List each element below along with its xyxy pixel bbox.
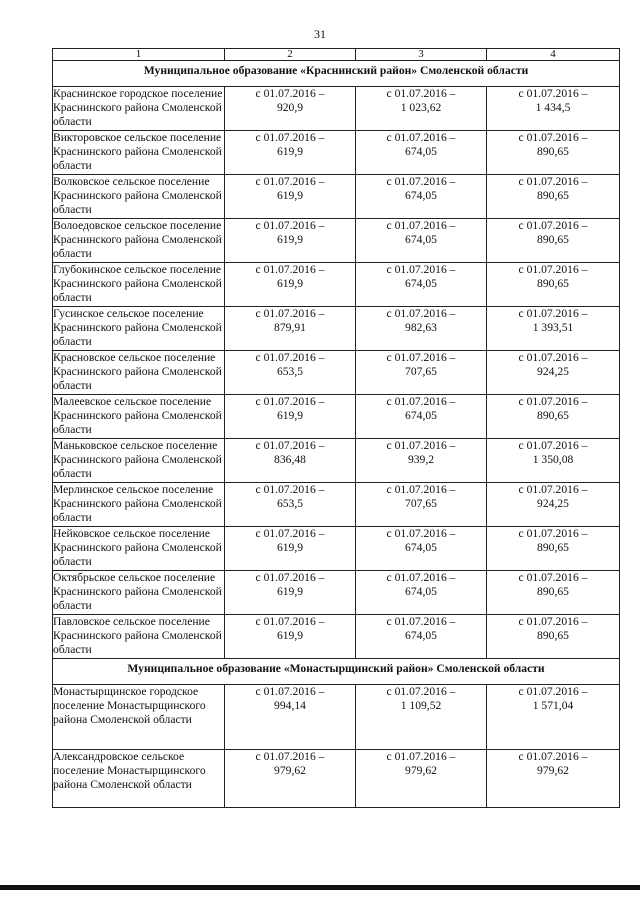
section-header-row (53, 659, 620, 685)
settlement-name: Александровское сельское поселение Монастырщинского района Смоленской области (53, 750, 225, 808)
tariff-value: 619,9 (276, 189, 304, 202)
page-number: 31 (314, 27, 326, 41)
table-row (53, 219, 620, 263)
tariff-cell-c2 (225, 750, 356, 808)
tariff-date: с 01.07.2016 – (518, 527, 588, 540)
tariff-cell-c4 (487, 395, 620, 439)
tariff-cell-c3 (356, 750, 487, 808)
tariff-cell-c3 (356, 483, 487, 527)
tariff-cell-c4 (487, 219, 620, 263)
settlement-name: Глубокинское сельское поселение Краснинского района Смоленской области (53, 263, 225, 307)
tariff-value: 982,63 (405, 321, 437, 334)
tariff-date: с 01.07.2016 – (518, 685, 588, 698)
table-row (53, 483, 620, 527)
settlement-name: Волковское сельское поселение Краснинского района Смоленской области (53, 175, 225, 219)
tariff-cell-c2 (225, 307, 356, 351)
tariff-cell-c2 (225, 87, 356, 131)
tariff-cell-c4 (487, 307, 620, 351)
tariff-cell-c4 (487, 263, 620, 307)
tariff-value: 674,05 (405, 233, 437, 246)
tariff-value: 939,2 (407, 453, 435, 466)
tariff-cell-c4 (487, 750, 620, 808)
tariff-date: с 01.07.2016 – (386, 527, 456, 540)
tariff-cell-c4 (487, 439, 620, 483)
tariff-cell-c3 (356, 527, 487, 571)
tariff-date: с 01.07.2016 – (518, 263, 588, 276)
tariff-value: 1 023,62 (400, 101, 442, 114)
tariff-value: 619,9 (276, 145, 304, 158)
tariff-cell-c4 (487, 351, 620, 395)
tariff-value: 890,65 (537, 189, 569, 202)
tariff-cell-c3 (356, 219, 487, 263)
tariff-value: 674,05 (405, 541, 437, 554)
page-bottom-border (0, 885, 640, 890)
tariff-date: с 01.07.2016 – (386, 87, 456, 100)
tariff-date: с 01.07.2016 – (518, 307, 588, 320)
tariff-value: 619,9 (276, 585, 304, 598)
tariff-value: 674,05 (405, 145, 437, 158)
settlement-name: Краснинское городское поселение Краснинского района Смоленской области (53, 87, 225, 131)
tariff-date: с 01.07.2016 – (518, 131, 588, 144)
table-row (53, 750, 620, 808)
tariff-date: с 01.07.2016 – (255, 219, 325, 232)
settlement-name: Малеевское сельское поселение Краснинского района Смоленской области (53, 395, 225, 439)
tariff-cell-c4 (487, 685, 620, 750)
settlement-name: Октябрьское сельское поселение Краснинского района Смоленской области (53, 571, 225, 615)
tariff-date: с 01.07.2016 – (386, 219, 456, 232)
table-row (53, 571, 620, 615)
tariff-cell-c3 (356, 395, 487, 439)
tariff-cell-c2 (225, 527, 356, 571)
tariff-cell-c4 (487, 87, 620, 131)
tariff-value: 674,05 (405, 189, 437, 202)
tariff-cell-c2 (225, 351, 356, 395)
settlement-name: Мерлинское сельское поселение Краснинского района Смоленской области (53, 483, 225, 527)
column-header-row (53, 49, 620, 61)
tariff-cell-c2 (225, 131, 356, 175)
tariff-cell-c3 (356, 439, 487, 483)
column-header: 2 (225, 49, 356, 61)
tariff-value: 1 434,5 (535, 101, 571, 114)
tariff-value: 890,65 (537, 629, 569, 642)
section-title: Муниципальное образование «Краснинский район» Смоленской области (53, 61, 620, 87)
tariff-value: 674,05 (405, 277, 437, 290)
tariff-value: 879,91 (274, 321, 306, 334)
tariff-date: с 01.07.2016 – (255, 527, 325, 540)
tariff-value: 920,9 (276, 101, 304, 114)
settlement-name: Волоедовское сельское поселение Краснинского района Смоленской области (53, 219, 225, 263)
tariff-value: 924,25 (537, 497, 569, 510)
tariff-value: 1 109,52 (400, 699, 442, 712)
tariff-value: 653,5 (276, 365, 304, 378)
tariff-value: 707,65 (405, 365, 437, 378)
settlement-name: Красновское сельское поселение Краснинского района Смоленской области (53, 351, 225, 395)
settlement-name: Монастырщинское городское поселение Монастырщинского района Смоленской области (53, 685, 225, 750)
tariff-cell-c2 (225, 395, 356, 439)
tariff-date: с 01.07.2016 – (518, 175, 588, 188)
tariff-date: с 01.07.2016 – (518, 483, 588, 496)
column-header: 4 (487, 49, 620, 61)
tariff-date: с 01.07.2016 – (255, 395, 325, 408)
tariff-date: с 01.07.2016 – (255, 175, 325, 188)
tariff-value: 836,48 (274, 453, 306, 466)
tariff-value: 653,5 (276, 497, 304, 510)
tariff-date: с 01.07.2016 – (386, 571, 456, 584)
table-row (53, 395, 620, 439)
tariff-date: с 01.07.2016 – (518, 219, 588, 232)
table-row (53, 439, 620, 483)
tariff-date: с 01.07.2016 – (386, 685, 456, 698)
column-header: 1 (53, 49, 225, 61)
table-row (53, 263, 620, 307)
tariff-cell-c2 (225, 483, 356, 527)
tariff-cell-c2 (225, 685, 356, 750)
tariff-date: с 01.07.2016 – (386, 483, 456, 496)
tariff-date: с 01.07.2016 – (386, 750, 456, 763)
tariff-cell-c4 (487, 131, 620, 175)
column-header: 3 (356, 49, 487, 61)
settlement-name: Гусинское сельское поселение Краснинского района Смоленской области (53, 307, 225, 351)
tariff-cell-c3 (356, 685, 487, 750)
table-row (53, 615, 620, 659)
tariff-date: с 01.07.2016 – (386, 351, 456, 364)
tariff-cell-c2 (225, 615, 356, 659)
tariff-value: 674,05 (405, 409, 437, 422)
tariff-date: с 01.07.2016 – (255, 87, 325, 100)
tariff-value: 619,9 (276, 629, 304, 642)
tariff-cell-c4 (487, 571, 620, 615)
tariff-date: с 01.07.2016 – (255, 263, 325, 276)
tariff-date: с 01.07.2016 – (518, 87, 588, 100)
tariff-date: с 01.07.2016 – (386, 307, 456, 320)
table-row (53, 175, 620, 219)
tariff-table (52, 48, 620, 808)
tariff-date: с 01.07.2016 – (518, 351, 588, 364)
table-row (53, 307, 620, 351)
tariff-value: 707,65 (405, 497, 437, 510)
tariff-date: с 01.07.2016 – (255, 439, 325, 452)
tariff-cell-c4 (487, 483, 620, 527)
tariff-date: с 01.07.2016 – (255, 351, 325, 364)
tariff-cell-c4 (487, 175, 620, 219)
table-row (53, 131, 620, 175)
tariff-value: 1 571,04 (532, 699, 574, 712)
tariff-cell-c3 (356, 263, 487, 307)
tariff-value: 619,9 (276, 541, 304, 554)
tariff-value: 890,65 (537, 541, 569, 554)
tariff-cell-c3 (356, 131, 487, 175)
tariff-date: с 01.07.2016 – (255, 615, 325, 628)
tariff-value: 979,62 (274, 764, 306, 777)
tariff-table-body (53, 49, 620, 808)
tariff-date: с 01.07.2016 – (386, 131, 456, 144)
tariff-date: с 01.07.2016 – (386, 439, 456, 452)
tariff-cell-c3 (356, 615, 487, 659)
tariff-value: 924,25 (537, 365, 569, 378)
tariff-cell-c2 (225, 175, 356, 219)
tariff-date: с 01.07.2016 – (518, 615, 588, 628)
tariff-value: 619,9 (276, 409, 304, 422)
tariff-cell-c2 (225, 219, 356, 263)
tariff-cell-c3 (356, 571, 487, 615)
tariff-cell-c3 (356, 87, 487, 131)
tariff-value: 1 393,51 (532, 321, 574, 334)
tariff-value: 890,65 (537, 277, 569, 290)
settlement-name: Нейковское сельское поселение Краснинского района Смоленской области (53, 527, 225, 571)
tariff-value: 979,62 (405, 764, 437, 777)
table-row (53, 685, 620, 750)
tariff-value: 619,9 (276, 233, 304, 246)
tariff-cell-c3 (356, 351, 487, 395)
tariff-date: с 01.07.2016 – (518, 395, 588, 408)
tariff-cell-c2 (225, 263, 356, 307)
tariff-value: 979,62 (537, 764, 569, 777)
tariff-value: 890,65 (537, 409, 569, 422)
tariff-cell-c4 (487, 615, 620, 659)
tariff-date: с 01.07.2016 – (386, 395, 456, 408)
tariff-date: с 01.07.2016 – (386, 615, 456, 628)
table-row (53, 527, 620, 571)
tariff-value: 994,14 (274, 699, 306, 712)
tariff-date: с 01.07.2016 – (518, 571, 588, 584)
tariff-value: 890,65 (537, 145, 569, 158)
tariff-cell-c2 (225, 439, 356, 483)
tariff-date: с 01.07.2016 – (255, 483, 325, 496)
tariff-cell-c3 (356, 307, 487, 351)
tariff-value: 674,05 (405, 629, 437, 642)
tariff-cell-c2 (225, 571, 356, 615)
tariff-date: с 01.07.2016 – (386, 263, 456, 276)
table-row (53, 87, 620, 131)
tariff-value: 890,65 (537, 233, 569, 246)
tariff-value: 1 350,08 (532, 453, 574, 466)
tariff-value: 619,9 (276, 277, 304, 290)
section-header-row (53, 61, 620, 87)
tariff-date: с 01.07.2016 – (255, 131, 325, 144)
tariff-date: с 01.07.2016 – (518, 750, 588, 763)
section-title: Муниципальное образование «Монастырщинский район» Смоленской области (53, 659, 620, 685)
settlement-name: Павловское сельское поселение Краснинского района Смоленской области (53, 615, 225, 659)
tariff-cell-c3 (356, 175, 487, 219)
tariff-date: с 01.07.2016 – (255, 571, 325, 584)
table-row (53, 351, 620, 395)
settlement-name: Маньковское сельское поселение Краснинского района Смоленской области (53, 439, 225, 483)
tariff-date: с 01.07.2016 – (386, 175, 456, 188)
tariff-value: 890,65 (537, 585, 569, 598)
tariff-date: с 01.07.2016 – (255, 307, 325, 320)
tariff-value: 674,05 (405, 585, 437, 598)
tariff-cell-c4 (487, 527, 620, 571)
tariff-date: с 01.07.2016 – (255, 750, 325, 763)
tariff-date: с 01.07.2016 – (518, 439, 588, 452)
settlement-name: Викторовское сельское поселение Краснинского района Смоленской области (53, 131, 225, 175)
tariff-date: с 01.07.2016 – (255, 685, 325, 698)
